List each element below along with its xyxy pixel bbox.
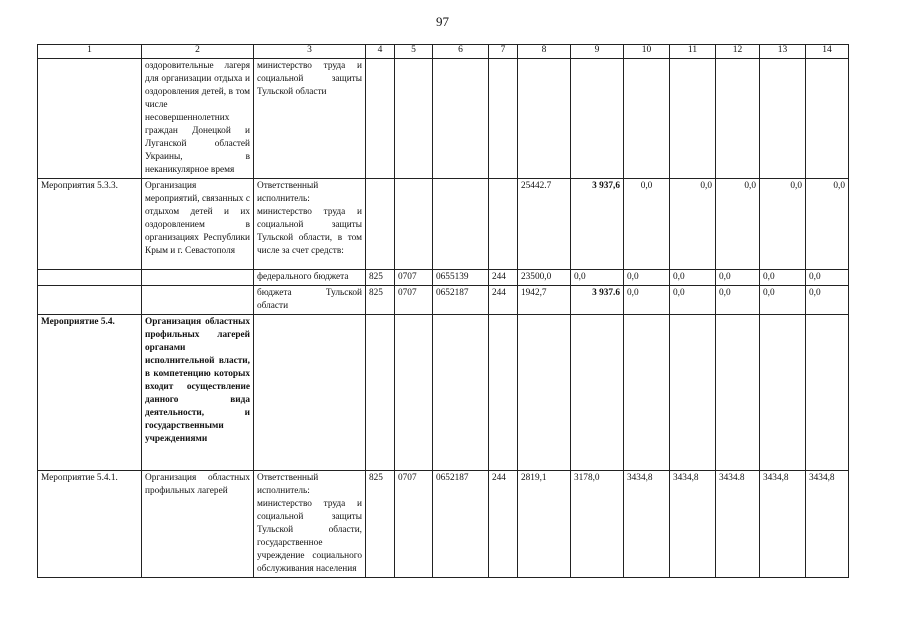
cell-value: 244 (489, 270, 518, 286)
cell-code: Мероприятие 5.4. (38, 315, 142, 471)
cell-value (489, 179, 518, 270)
cell-value: 3434,8 (760, 471, 806, 578)
cell-code (38, 270, 142, 286)
cell-value: 0707 (395, 270, 433, 286)
col-header: 10 (624, 45, 670, 59)
cell-description (142, 270, 254, 286)
cell-value (716, 59, 760, 179)
col-header: 3 (254, 45, 366, 59)
cell-value (760, 315, 806, 471)
cell-value: 0707 (395, 286, 433, 315)
cell-value: 0,0 (670, 179, 716, 270)
cell-executor: федерального бюджета (254, 270, 366, 286)
cell-description: оздоровительные лагеря для организации отдыха и оздоровления детей, в том числе несовершеннолетних граждан Донецкой и Луганской областей Украины, в неканикулярное время (142, 59, 254, 179)
cell-value: 3434.8 (716, 471, 760, 578)
cell-value: 2819,1 (518, 471, 571, 578)
col-header: 1 (38, 45, 142, 59)
cell-description: Организация областных профильных лагерей (142, 471, 254, 578)
cell-value: 0,0 (806, 179, 849, 270)
cell-value: 244 (489, 286, 518, 315)
col-header: 2 (142, 45, 254, 59)
cell-value: 0655139 (433, 270, 489, 286)
cell-value: 0,0 (760, 286, 806, 315)
header-row (38, 45, 849, 59)
budget-table (37, 44, 849, 578)
cell-value (670, 59, 716, 179)
cell-executor: Ответственный исполнитель: министерство труда и социальной защиты Тульской области, государственное учреждение социального обслуживания населения (254, 471, 366, 578)
cell-value: 825 (366, 286, 395, 315)
cell-value: 3434,8 (624, 471, 670, 578)
table-row (38, 315, 849, 471)
cell-value (716, 315, 760, 471)
cell-executor: Ответственный исполнитель: министерство труда и социальной защиты Тульской области, в том числе за счет средств: (254, 179, 366, 270)
cell-value (571, 315, 624, 471)
cell-value (806, 315, 849, 471)
cell-value: 0,0 (670, 270, 716, 286)
cell-value (489, 59, 518, 179)
cell-description (142, 286, 254, 315)
table-row (38, 270, 849, 286)
cell-value: 3434,8 (806, 471, 849, 578)
cell-executor: бюджета Тульской области (254, 286, 366, 315)
cell-description: Организация мероприятий, связанных с отдыхом детей и их оздоровлением в организациях Республики Крым и г. Севастополя (142, 179, 254, 270)
cell-value: 0707 (395, 471, 433, 578)
col-header: 11 (670, 45, 716, 59)
cell-value: 0652187 (433, 471, 489, 578)
cell-value: 0,0 (806, 286, 849, 315)
cell-value: 23500,0 (518, 270, 571, 286)
cell-value (571, 59, 624, 179)
cell-value (489, 315, 518, 471)
cell-value (624, 315, 670, 471)
cell-executor: министерство труда и социальной защиты Тульской области (254, 59, 366, 179)
cell-value (395, 315, 433, 471)
cell-value (518, 315, 571, 471)
cell-code (38, 286, 142, 315)
cell-description: Организация областных профильных лагерей органами исполнительной власти, в компетенцию которых входит осуществление данного вида деятельности, и государственными учреждениями (142, 315, 254, 471)
cell-value: 25442.7 (518, 179, 571, 270)
page-number: 97 (436, 14, 449, 29)
cell-code (38, 59, 142, 179)
cell-value: 3 937,6 (571, 179, 624, 270)
cell-value: 0,0 (624, 270, 670, 286)
cell-value (366, 315, 395, 471)
cell-value (433, 315, 489, 471)
cell-value: 0,0 (716, 179, 760, 270)
col-header: 13 (760, 45, 806, 59)
cell-value: 0652187 (433, 286, 489, 315)
cell-value (366, 59, 395, 179)
col-header: 7 (489, 45, 518, 59)
cell-value (806, 59, 849, 179)
cell-value: 3178,0 (571, 471, 624, 578)
cell-value: 0,0 (716, 286, 760, 315)
cell-value: 0,0 (670, 286, 716, 315)
cell-value (760, 59, 806, 179)
cell-value (518, 59, 571, 179)
cell-value (395, 179, 433, 270)
cell-value: 0,0 (624, 286, 670, 315)
cell-code: Мероприятия 5.3.3. (38, 179, 142, 270)
cell-code: Мероприятие 5.4.1. (38, 471, 142, 578)
cell-value: 0,0 (571, 270, 624, 286)
table-row (38, 179, 849, 270)
col-header: 9 (571, 45, 624, 59)
cell-value: 0,0 (716, 270, 760, 286)
cell-value: 0,0 (624, 179, 670, 270)
table-row (38, 286, 849, 315)
cell-value: 0,0 (806, 270, 849, 286)
cell-value: 3434,8 (670, 471, 716, 578)
cell-executor (254, 315, 366, 471)
col-header: 8 (518, 45, 571, 59)
cell-value: 825 (366, 270, 395, 286)
cell-value: 0,0 (760, 270, 806, 286)
cell-value (433, 179, 489, 270)
cell-value (395, 59, 433, 179)
cell-value (433, 59, 489, 179)
cell-value: 0,0 (760, 179, 806, 270)
cell-value: 244 (489, 471, 518, 578)
col-header: 5 (395, 45, 433, 59)
cell-value (624, 59, 670, 179)
col-header: 4 (366, 45, 395, 59)
col-header: 14 (806, 45, 849, 59)
cell-value: 1942,7 (518, 286, 571, 315)
table-row (38, 471, 849, 578)
col-header: 6 (433, 45, 489, 59)
cell-value: 825 (366, 471, 395, 578)
cell-value (366, 179, 395, 270)
table-row (38, 59, 849, 179)
col-header: 12 (716, 45, 760, 59)
cell-value (670, 315, 716, 471)
cell-value: 3 937.6 (571, 286, 624, 315)
